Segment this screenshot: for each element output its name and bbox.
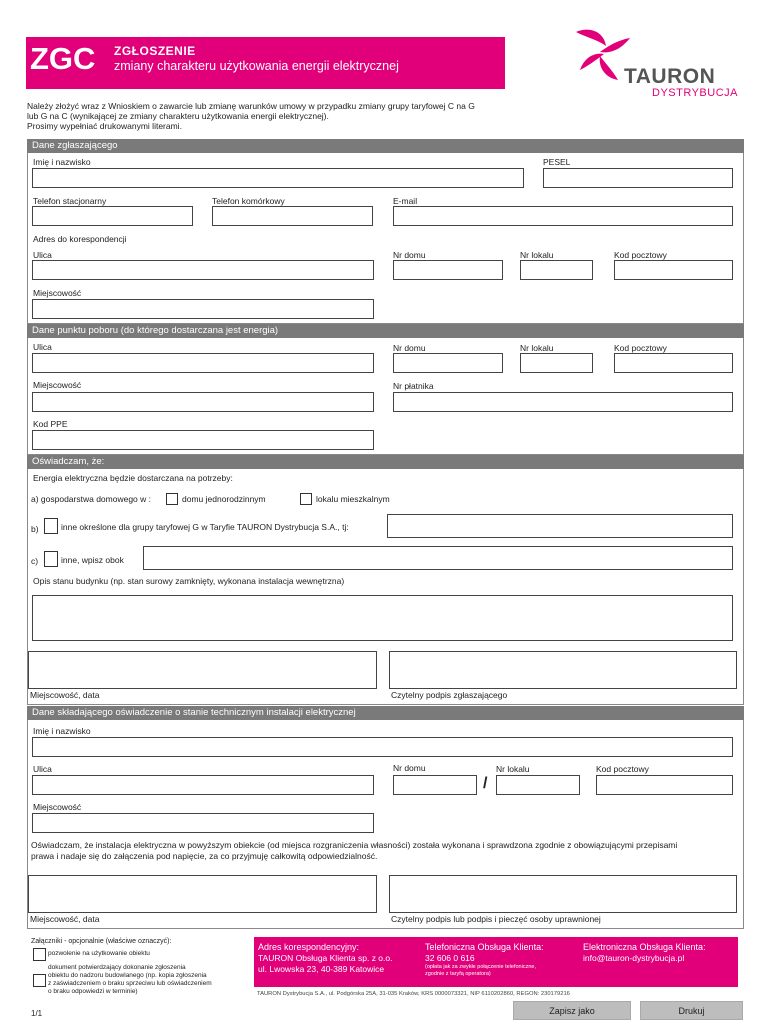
opt-b-field[interactable] bbox=[387, 514, 733, 538]
inst-flat-field[interactable] bbox=[496, 775, 580, 795]
attachment-2-line-4: o braku odpowiedzi w terminie) bbox=[48, 988, 138, 995]
zip-label: Kod pocztowy bbox=[614, 250, 667, 260]
sp-city-field[interactable] bbox=[32, 392, 374, 412]
inst-city-field[interactable] bbox=[32, 813, 374, 833]
inst-house-field[interactable] bbox=[393, 775, 477, 795]
opt-a-label: a) gospodarstwa domowego w : bbox=[31, 494, 152, 504]
form-subtitle: zmiany charakteru użytkowania energii elektrycznej bbox=[114, 59, 399, 73]
brand-name: TAURON bbox=[624, 65, 716, 88]
footer-company: TAURON Dystrybucja S.A., ul. Podgórska 25A, 31-035 Kraków, KRS 0000073321, NIP 6110202860, REGON: 230179216 bbox=[257, 991, 570, 997]
contact-phone-note-1: (opłata jak za zwykłe połączenie telefoniczne, bbox=[425, 964, 536, 970]
opt-a1-checkbox[interactable] bbox=[166, 493, 178, 505]
sp-zip-label: Kod pocztowy bbox=[614, 343, 667, 353]
statement-line-1: Oświadczam, że instalacja elektryczna w powyższym obiekcie (od miejsca rozgraniczenia własności) została wykonana i sprawdzona zgodnie z obowiązującymi przepisami bbox=[31, 840, 678, 850]
signature-field[interactable] bbox=[389, 651, 737, 689]
email-field[interactable] bbox=[393, 206, 733, 226]
signature-label: Czytelny podpis zgłaszającego bbox=[391, 690, 508, 700]
sp-ppe-field[interactable] bbox=[32, 430, 374, 450]
inst-city-label: Miejscowość bbox=[33, 802, 82, 812]
phone-label: Telefon stacjonarny bbox=[33, 196, 107, 206]
applicant-name-label: Imię i nazwisko bbox=[33, 157, 91, 167]
opt-a1-label: domu jednorodzinnym bbox=[182, 494, 266, 504]
print-button[interactable]: Drukuj bbox=[640, 1001, 743, 1020]
email-label: E-mail bbox=[393, 196, 418, 206]
place-date-label: Miejscowość, data bbox=[30, 690, 100, 700]
sp-house-label: Nr domu bbox=[393, 343, 426, 353]
opt-c-prefix: c) bbox=[31, 556, 39, 566]
house-label: Nr domu bbox=[393, 250, 426, 260]
street-field[interactable] bbox=[32, 260, 374, 280]
attachment-2-checkbox[interactable] bbox=[33, 974, 46, 987]
purpose-label: Energia elektryczna będzie dostarczana na potrzeby: bbox=[33, 473, 233, 483]
attachment-2-line-1: dokument potwierdzający dokonanie zgłoszenia bbox=[48, 964, 186, 971]
contact-email[interactable]: info@tauron-dystrybucja.pl bbox=[583, 953, 685, 963]
applicant-pesel-label: PESEL bbox=[543, 157, 571, 167]
inst-signature-label: Czytelny podpis lub podpis i pieczęć osoby uprawnionej bbox=[391, 914, 601, 924]
sp-city-label: Miejscowość bbox=[33, 380, 82, 390]
sp-street-field[interactable] bbox=[32, 353, 374, 373]
intro-line-3: Prosimy wypełniać drukowanymi literami. bbox=[27, 121, 182, 131]
mobile-label: Telefon komórkowy bbox=[212, 196, 285, 206]
inst-street-field[interactable] bbox=[32, 775, 374, 795]
building-label: Opis stanu budynku (np. stan surowy zamknięty, wykonana instalacja wewnętrzna) bbox=[33, 576, 345, 586]
inst-place-date-label: Miejscowość, data bbox=[30, 914, 100, 924]
zip-field[interactable] bbox=[614, 260, 733, 280]
section-applicant-header: Dane zgłaszającego bbox=[27, 139, 744, 153]
inst-name-field[interactable] bbox=[32, 737, 733, 757]
form-title: ZGŁOSZENIE bbox=[114, 44, 196, 58]
footer-page: 1/1 bbox=[31, 1009, 43, 1018]
contact-email-title: Elektroniczna Obsługa Klienta: bbox=[583, 942, 706, 952]
opt-a2-checkbox[interactable] bbox=[300, 493, 312, 505]
intro-line-1: Należy złożyć wraz z Wnioskiem o zawarcie lub zmianę warunków umowy w przypadku zmiany grupy taryfowej C na G bbox=[27, 101, 475, 111]
applicant-pesel-field[interactable] bbox=[543, 168, 733, 188]
city-field[interactable] bbox=[32, 299, 374, 319]
flat-label: Nr lokalu bbox=[520, 250, 554, 260]
form-code: ZGC bbox=[30, 41, 96, 76]
contact-phone-title: Telefoniczna Obsługa Klienta: bbox=[425, 942, 544, 952]
mobile-field[interactable] bbox=[212, 206, 373, 226]
flat-field[interactable] bbox=[520, 260, 593, 280]
attachment-1-checkbox[interactable] bbox=[33, 948, 46, 961]
sp-house-field[interactable] bbox=[393, 353, 503, 373]
inst-street-label: Ulica bbox=[33, 764, 52, 774]
sp-flat-label: Nr lokalu bbox=[520, 343, 554, 353]
sp-payer-field[interactable] bbox=[393, 392, 733, 412]
applicant-name-field[interactable] bbox=[32, 168, 524, 188]
contact-phone-number: 32 606 0 616 bbox=[425, 953, 475, 963]
tauron-logo-icon bbox=[570, 24, 632, 82]
address-label: Adres do korespondencji bbox=[33, 234, 127, 244]
opt-c-checkbox[interactable] bbox=[44, 551, 58, 567]
inst-zip-label: Kod pocztowy bbox=[596, 764, 649, 774]
inst-signature-field[interactable] bbox=[389, 875, 737, 913]
inst-flat-label: Nr lokalu bbox=[496, 764, 530, 774]
opt-b-checkbox[interactable] bbox=[44, 518, 58, 534]
sp-zip-field[interactable] bbox=[614, 353, 733, 373]
inst-slash: / bbox=[483, 775, 488, 792]
inst-name-label: Imię i nazwisko bbox=[33, 726, 91, 736]
opt-a2-label: lokalu mieszkalnym bbox=[316, 494, 390, 504]
contact-addr-line-2: ul. Lwowska 23, 40-389 Katowice bbox=[258, 964, 385, 974]
attachments-title: Załączniki - opcjonalnie (właściwe oznaczyć): bbox=[31, 938, 172, 945]
opt-b-prefix: b) bbox=[31, 524, 39, 534]
city-label: Miejscowość bbox=[33, 288, 82, 298]
sp-street-label: Ulica bbox=[33, 342, 52, 352]
sp-ppe-label: Kod PPE bbox=[33, 419, 68, 429]
sp-payer-label: Nr płatnika bbox=[393, 381, 434, 391]
building-field[interactable] bbox=[32, 595, 733, 641]
brand-sub: DYSTRYBUCJA bbox=[652, 87, 738, 99]
house-field[interactable] bbox=[393, 260, 503, 280]
statement-line-2: prawa i nadaje się do załączenia pod napięcie, za co przyjmuję całkowitą odpowiedzialność. bbox=[31, 851, 378, 861]
sp-flat-field[interactable] bbox=[520, 353, 593, 373]
contact-phone-note-2: zgodnie z taryfą operatora) bbox=[425, 971, 491, 977]
street-label: Ulica bbox=[33, 250, 52, 260]
inst-zip-field[interactable] bbox=[596, 775, 733, 795]
attachment-2-line-3: z zaświadczeniem o braku sprzeciwu lub oświadczeniem bbox=[48, 980, 212, 987]
section-declaration-header: Oświadczam, że: bbox=[27, 455, 744, 469]
section-installer-header: Dane składającego oświadczenie o stanie technicznym instalacji elektrycznej bbox=[27, 706, 744, 720]
place-date-field[interactable] bbox=[28, 651, 377, 689]
attachment-1-label: pozwolenie na użytkowanie obiektu bbox=[48, 950, 150, 957]
inst-house-label: Nr domu bbox=[393, 763, 426, 773]
phone-field[interactable] bbox=[32, 206, 193, 226]
attachment-2-line-2: obiektu do nadzoru budowlanego (np. kopia zgłoszenia bbox=[48, 972, 207, 979]
opt-b-label: inne określone dla grupy taryfowej G w Taryfie TAURON Dystrybucja S.A., tj: bbox=[61, 522, 349, 532]
contact-addr-line-1: TAURON Obsługa Klienta sp. z o.o. bbox=[258, 953, 393, 963]
opt-c-label: inne, wpisz obok bbox=[61, 555, 124, 565]
opt-c-field[interactable] bbox=[143, 546, 733, 570]
intro-line-2: lub G na C (wynikającej ze zmiany charakteru użytkowania energii elektrycznej). bbox=[27, 111, 329, 121]
save-as-button[interactable]: Zapisz jako bbox=[513, 1001, 631, 1020]
section-supply-point-header: Dane punktu poboru (do którego dostarczana jest energia) bbox=[27, 324, 744, 338]
contact-addr-title: Adres korespondencyjny: bbox=[258, 942, 360, 952]
inst-place-date-field[interactable] bbox=[28, 875, 377, 913]
